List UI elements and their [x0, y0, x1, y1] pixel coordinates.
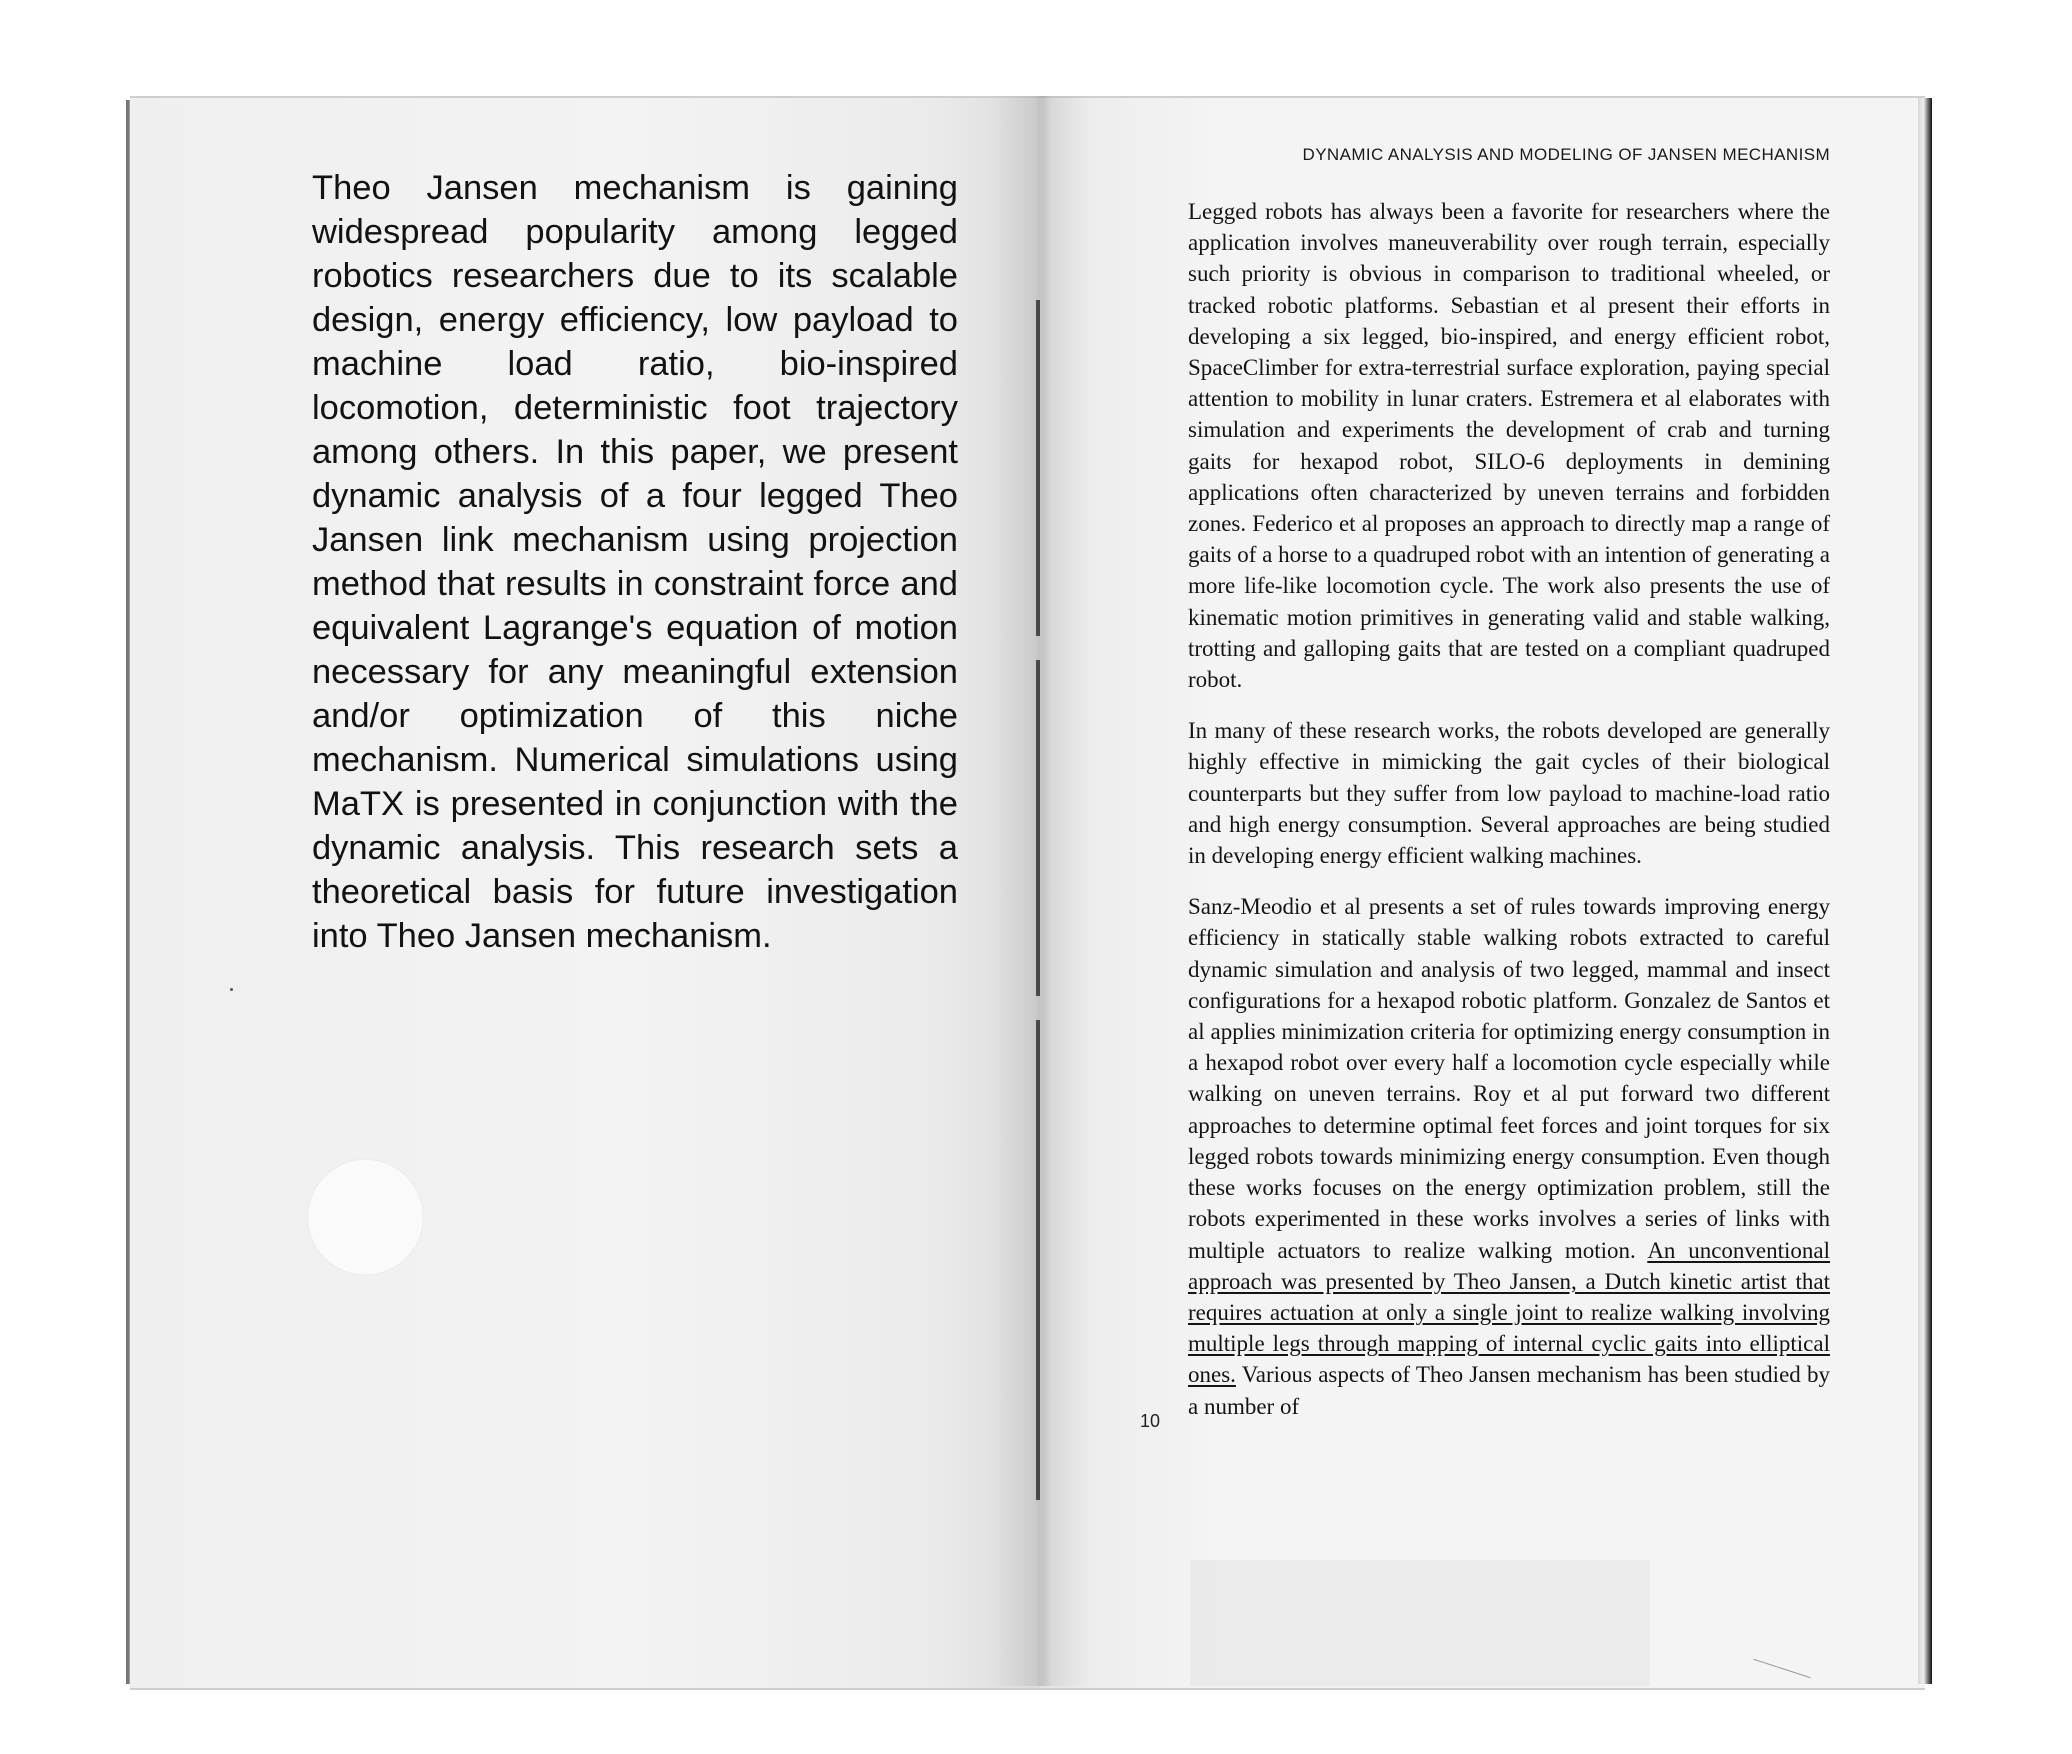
paper-speck — [230, 988, 233, 991]
paragraph-3 — [1188, 891, 1830, 1421]
bleed-through-block — [1190, 1560, 1650, 1686]
running-head: DYNAMIC ANALYSIS AND MODELING OF JANSEN MECHANISM — [1302, 145, 1830, 164]
underlined-highlight: An unconventional approach was presented by Theo Jansen, a Dutch kinetic artist that requires actuation at only a single joint to realize walking involving multiple legs through mapping of internal cyclic gaits into elliptical ones. — [1188, 1237, 1831, 1388]
paragraph-3-start: Sanz-Meodio et al presents a set of rules towards improving energy efficiency in statically stable walking robots extracted to careful dynamic simulation and analysis of two legged, mammal and insect configurations for a hexapod robotic platform. Gonzalez de Santos et al applies minimization criteria for optimizing energy consumption in a hexapod robot over every half a locomotion cycle especially while walking on uneven terrains. Roy et al put forward two different approaches to determine optimal feet forces and joint torques for six legged robots towards minimizing energy consumption. Even though these works focuses on the energy optimization problem, still the robots experimented in these works involves a series of links with multiple actuators to realize walking motion. — [1188, 894, 1830, 1263]
right-page-edges — [1918, 98, 1932, 1684]
paragraph-1: Legged robots has always been a favorite for researchers where the application involves maneuverability over rough terrain, especially such priority is obvious in comparison to traditional wheeled, or tracked robotic platforms. Sebastian et al present their efforts in developing a six legged, bio-inspired, and energy efficient robot, SpaceClimber for extra-terrestrial surface exploration, paying special attention to mobility in lunar craters. Estremera et al elaborates with simulation and experiments the development of crab and turning gaits for hexapod robot, SILO-6 deployments in demining applications often characterized by uneven terrains and forbidden zones. Federico et al proposes an approach to directly map a range of gaits of a horse to a quadruped robot with an intention of generating a more life-like locomotion cycle. The work also presents the use of kinematic motion primitives in generating valid and stable walking, trotting and galloping gaits that are tested on a compliant quadruped robot. — [1188, 199, 1830, 693]
page-number: 10 — [1140, 1411, 1161, 1431]
bleed-through-decoration: ● — [300, 1118, 435, 1292]
binding-thread — [1036, 300, 1040, 1500]
spine-shadow — [990, 96, 1090, 1686]
abstract-text: Theo Jansen mechanism is gaining widespread popularity among legged robotics researchers due to its scalable design, energy efficiency, low payload to machine load ratio, bio-inspired locomotion, deterministic foot trajectory among others. In this paper, we present dynamic analysis of a four legged Theo Jansen link mechanism using projection method that results in constraint force and equivalent Lagrange's equation of motion necessary for any meaningful extension and/or optimization of this niche mechanism. Numerical simulations using MaTX is presented in conjunction with the dynamic analysis. This research sets a theoretical basis for future investigation into Theo Jansen mechanism. — [312, 169, 958, 955]
paragraph-2: In many of these research works, the robots developed are generally highly effective in mimicking the gait cycles of their biological counterparts but they suffer from low payload to machine-load ratio and high energy consumption. Several approaches are being studied in developing energy efficient walking machines. — [1188, 718, 1830, 869]
body-text — [1188, 196, 1830, 1442]
paragraph-3-end: Various aspects of Theo Jansen mechanism has been studied by a number of — [1188, 1362, 1830, 1419]
